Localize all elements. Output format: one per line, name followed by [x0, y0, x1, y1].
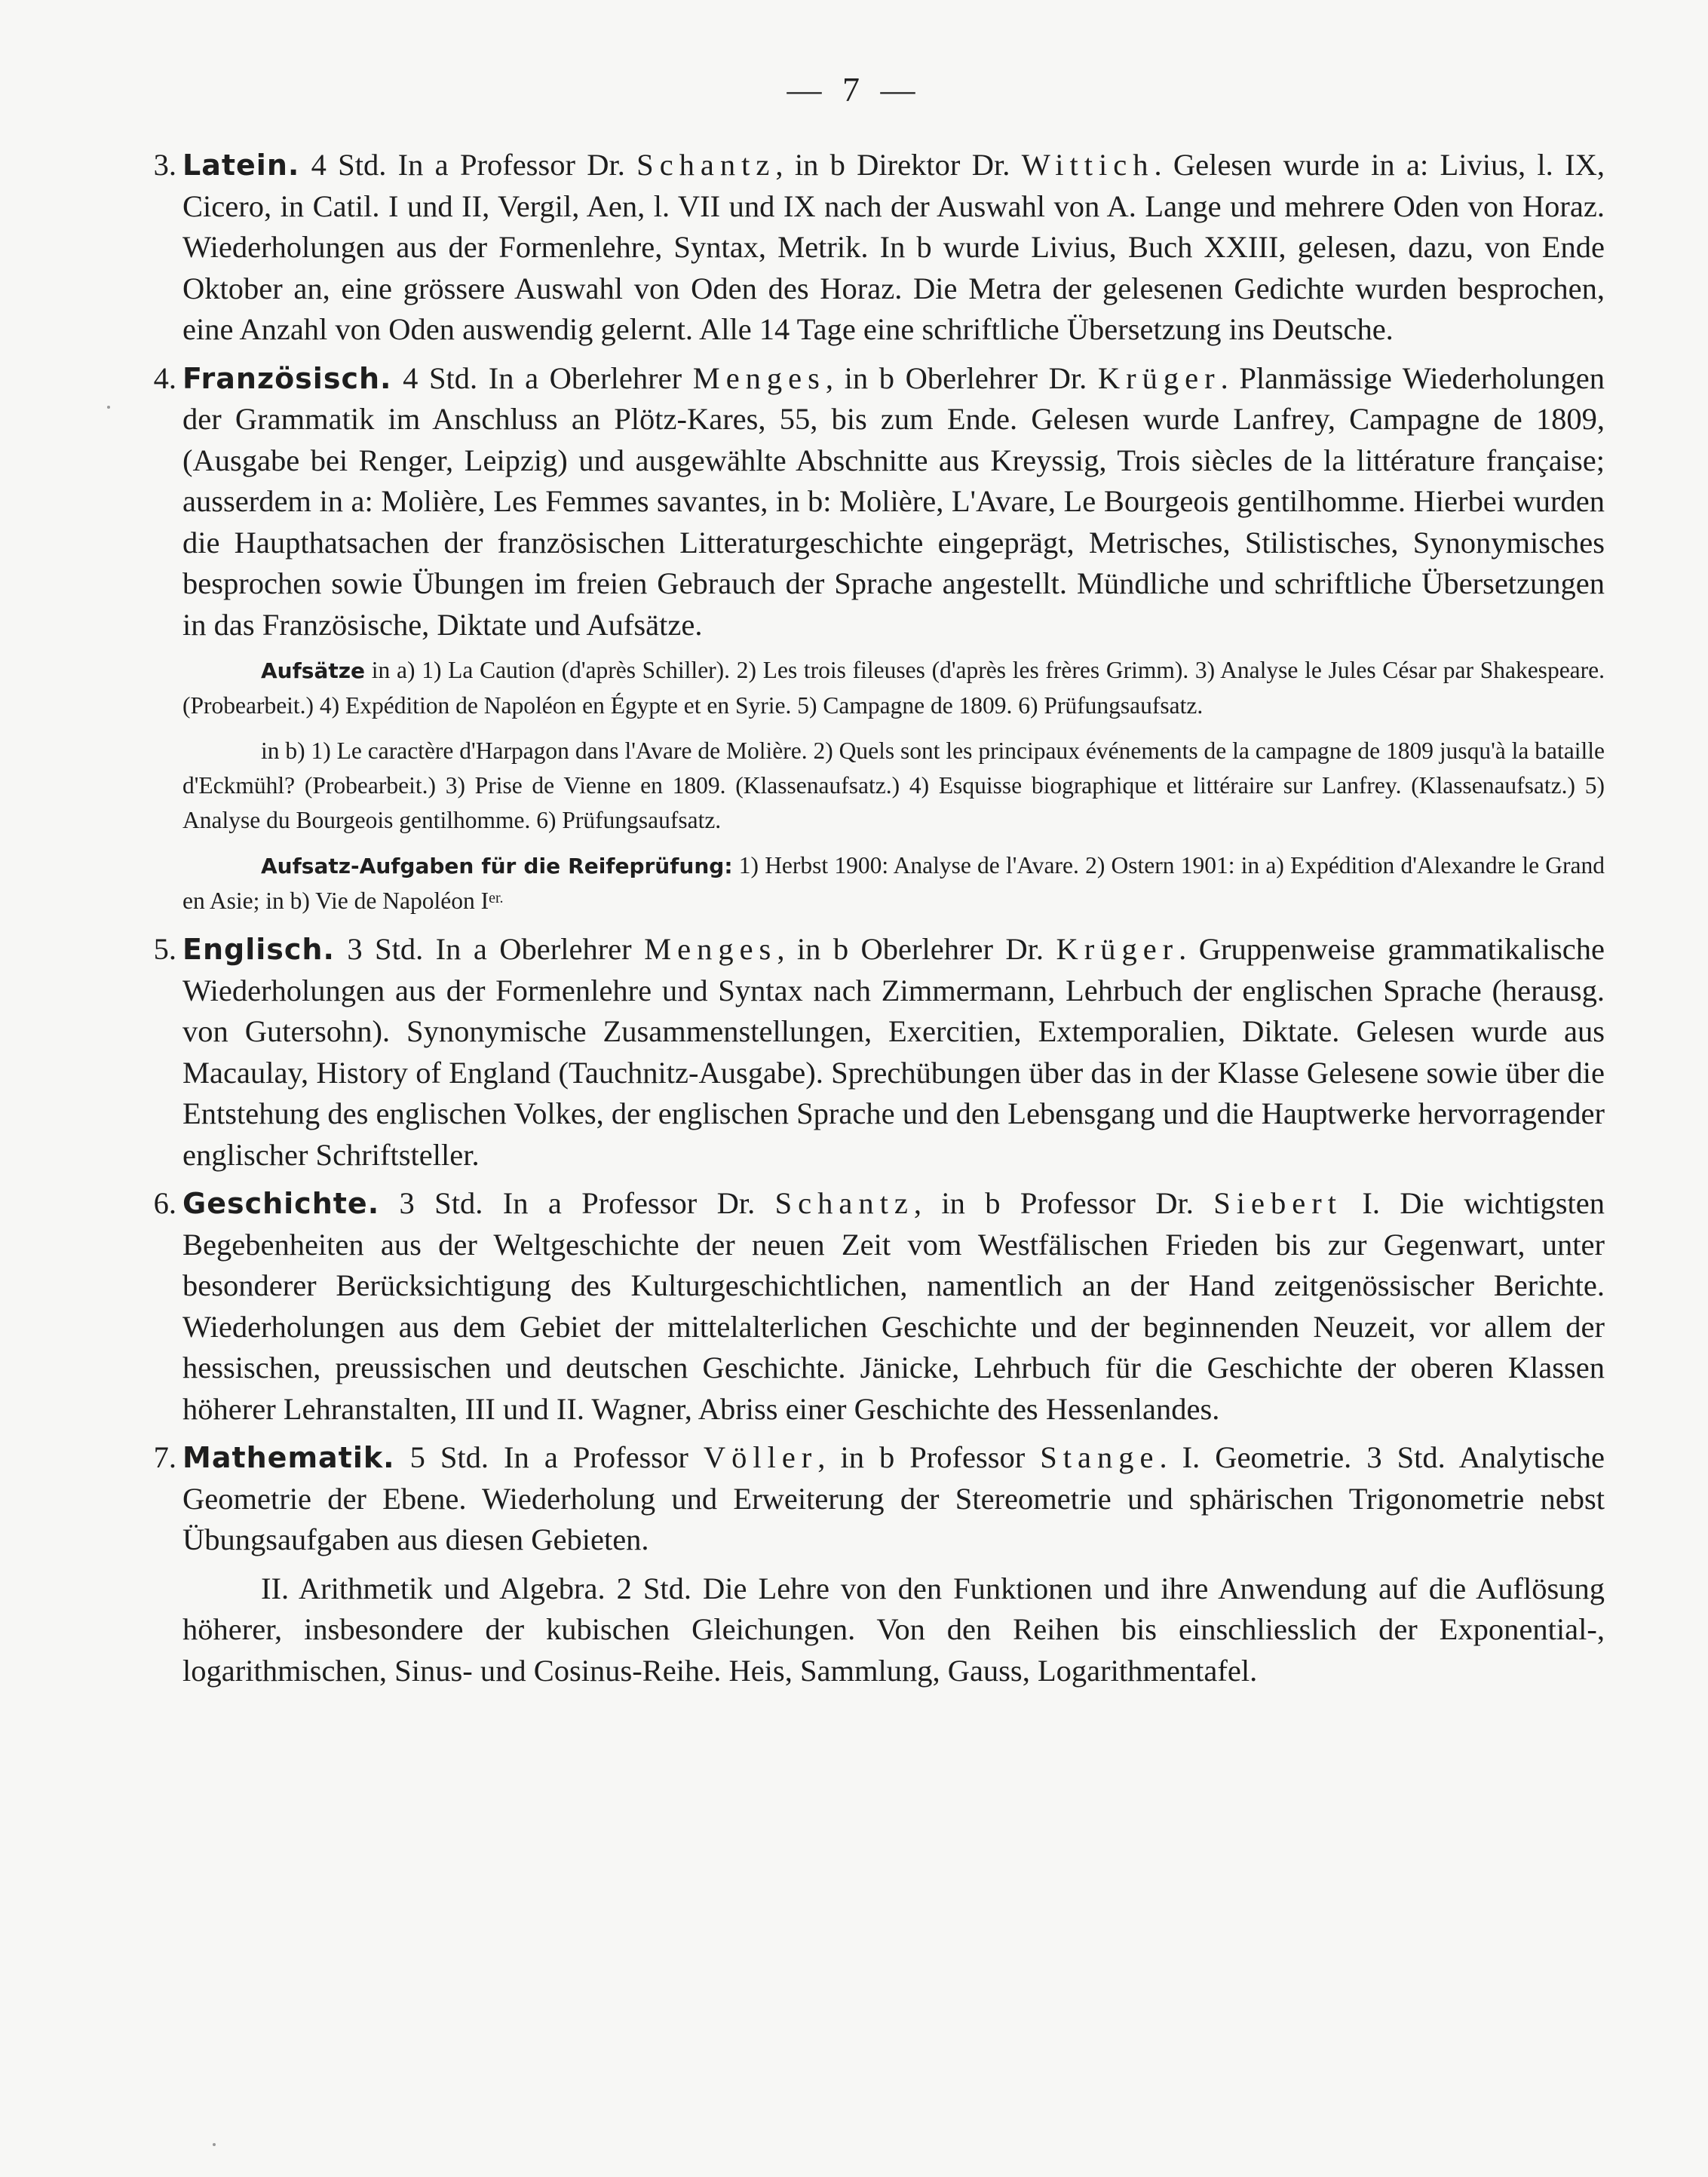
reife-superscript: er.	[489, 890, 504, 906]
section-text: . Gelesen wurde in a: Livius, l. IX, Cicero, in Catil. I und II, Vergil, Aen, l. VII und IX nach der Auswahl von A. Lange und mehrere Oden von Horaz. Wiederholungen aus der Formenlehre, Syntax, Metrik. In b wurde Livius, Buch XXIII, gelesen, dazu, von Ende Oktober an, eine grössere Auswahl von Oden des Horaz. Die Metra der gelesenen Gedichte wurden besprochen, eine Anzahl von Oden auswendig gelernt. Alle 14 Tage eine schriftliche Übersetzung ins Deutsche.	[182, 148, 1605, 346]
teacher-name: Siebert	[1213, 1186, 1342, 1220]
aufsaetze-b: in b) 1) Le caractère d'Harpagon dans l'Avare de Molière. 2) Quels sont les principaux événements de la campagne de 1809 jusqu'à la bataille d'Eckmühl? (Probearbeit.) 3) Prise de Vienne en 1809. (Klassenaufsatz.) 4) Esquisse biographique et littéraire sur Lanfrey. (Klassenaufsatz.) 5) Analyse du Bourgeois gentilhomme. 6) Prüfungsaufsatz.	[182, 737, 1605, 833]
section-text: 3 Std. In a Oberlehrer	[334, 932, 645, 966]
teacher-name: Krüger	[1056, 932, 1179, 966]
section-geschichte	[153, 1183, 1605, 1430]
section-text: , in b Oberlehrer Dr.	[777, 932, 1056, 966]
teacher-name: Stange	[1040, 1440, 1160, 1474]
section-number: 6.	[153, 1186, 176, 1220]
section-heading: Mathematik.	[182, 1441, 395, 1474]
section-heading: Englisch.	[182, 933, 335, 966]
aufsaetze-heading: Aufsätze	[261, 658, 366, 683]
scan-speck	[107, 406, 110, 409]
section-text: I. Die wichtigsten Begebenheiten aus der Weltgeschichte der neuen Zeit vom Westfälischen Frieden bis zur Gegenwart, unter besonderer Berücksichtigung des Kulturgeschichtlichen, namentlich an der Hand zeitgenössischer Berichte. Wiederholungen aus dem Gebiet der mittelalterlichen Geschichte und der beginnenden Neuzeit, vor allem der hessischen, preussischen und deutschen Geschichte. Jänicke, Lehrbuch für die Geschichte der oberen Klassen höherer Lehranstalten, III und II. Wagner, Abriss einer Geschichte des Hessenlandes.	[182, 1186, 1605, 1426]
section-text: 4 Std. In a Professor Dr.	[299, 148, 637, 182]
section-latein	[153, 145, 1605, 351]
section-text: . I. Geometrie. 3 Std. Analytische Geometrie der Ebene. Wiederholung und Erweiterung der Stereometrie und sphärischen Trigonometrie nebst Übungsaufgaben aus diesen Gebieten.	[182, 1440, 1605, 1556]
reife-heading: Aufsatz-Aufgaben für die Reifeprüfung:	[261, 854, 733, 878]
teacher-name: Menges	[644, 932, 777, 966]
section-heading: Latein.	[182, 149, 300, 182]
teacher-name: Schantz	[636, 148, 776, 182]
section-text: . Gruppenweise grammatikalische Wiederholungen aus der Formenlehre und Syntax nach Zimmermann, Lehrbuch der englischen Sprache (herausg. von Gutersohn). Synonymische Zusammenstellungen, Exercitien, Extemporalien, Diktate. Gelesen wurde aus Macaulay, History of England (Tauchnitz-Ausgabe). Sprechübungen über das in der Klasse Gelesene sowie über die Entstehung des englischen Volkes, der englischen Sprache und den Lebensgang und die Hauptwerke hervorragender englischer Schriftsteller.	[182, 932, 1605, 1172]
reifepruefung	[182, 848, 1605, 918]
aufsaetze-a	[182, 653, 1605, 723]
section-number: 5.	[153, 932, 176, 966]
section-text: , in b Oberlehrer Dr.	[825, 360, 1098, 395]
page-number: — 7 —	[787, 70, 921, 109]
section-heading: Geschichte.	[182, 1187, 380, 1220]
section-text: 4 Std. In a Oberlehrer	[391, 360, 693, 395]
section-number: 3.	[153, 148, 176, 182]
teacher-name: Menges	[692, 360, 826, 395]
reife-text: 1) Herbst 1900: Analyse de l'Avare. 2) Ostern 1901: in a) Expédition d'Alexandre le Grand en Asie; in b) Vie de Napoléon I	[182, 852, 1605, 914]
teacher-name: Völler	[703, 1440, 818, 1474]
section-text: , in b Professor	[817, 1440, 1041, 1474]
section-text: 3 Std. In a Professor Dr.	[379, 1186, 775, 1220]
section-text: 5 Std. In a Professor	[394, 1440, 704, 1474]
teacher-name: Krüger	[1097, 360, 1221, 395]
section-mathematik	[153, 1437, 1605, 1561]
section-englisch	[153, 929, 1605, 1176]
scan-speck	[213, 2143, 216, 2146]
section-heading: Französisch.	[182, 361, 392, 395]
section-text: , in b Direktor Dr.	[775, 148, 1022, 182]
section-text: , in b Professor Dr.	[913, 1186, 1214, 1220]
page-content	[153, 145, 1605, 1699]
aufsaetze-a-text: in a) 1) La Caution (d'après Schiller). 2) Les trois fileuses (d'après les frères Grimm). 3) Analyse le Jules César par Shakespeare. (Probearbeit.) 4) Expédition de Napoléon en Égypte et en Syrie. 5) Campagne de 1809. 6) Prüfungsaufsatz.	[182, 657, 1605, 719]
teacher-name: Wittich	[1021, 148, 1155, 182]
section-number: 7.	[153, 1440, 176, 1474]
section-franzoesisch	[153, 358, 1605, 646]
mathematik-arithmetik: II. Arithmetik und Algebra. 2 Std. Die Lehre von den Funktionen und ihre Anwendung auf die Auflösung höherer, insbesondere der kubischen Gleichungen. Von den Reihen bis einschliesslich der Exponential-, logarithmischen, Sinus- und Cosinus-Reihe. Heis, Sammlung, Gauss, Logarithmentafel.	[182, 1571, 1605, 1688]
section-text: . Planmässige Wiederholungen der Grammatik im Anschluss an Plötz-Kares, 55, bis zum Ende. Gelesen wurde Lanfrey, Campagne de 1809, (Ausgabe bei Renger, Leipzig) und ausgewählte Abschnitte aus Kreyssig, Trois siècles de la littérature française; ausserdem in a: Molière, Les Femmes savantes, in b: Molière, L'Avare, Le Bourgeois gentilhomme. Hierbei wurden die Haupthatsachen der französischen Litteraturgeschichte eingeprägt, Metrisches, Stilistisches, Synonymisches besprochen sowie Übungen im freien Gebrauch der Sprache angestellt. Mündliche und schriftliche Übersetzungen in das Französische, Diktate und Aufsätze.	[182, 360, 1605, 642]
teacher-name: Schantz	[774, 1186, 914, 1220]
section-number: 4.	[153, 360, 176, 395]
